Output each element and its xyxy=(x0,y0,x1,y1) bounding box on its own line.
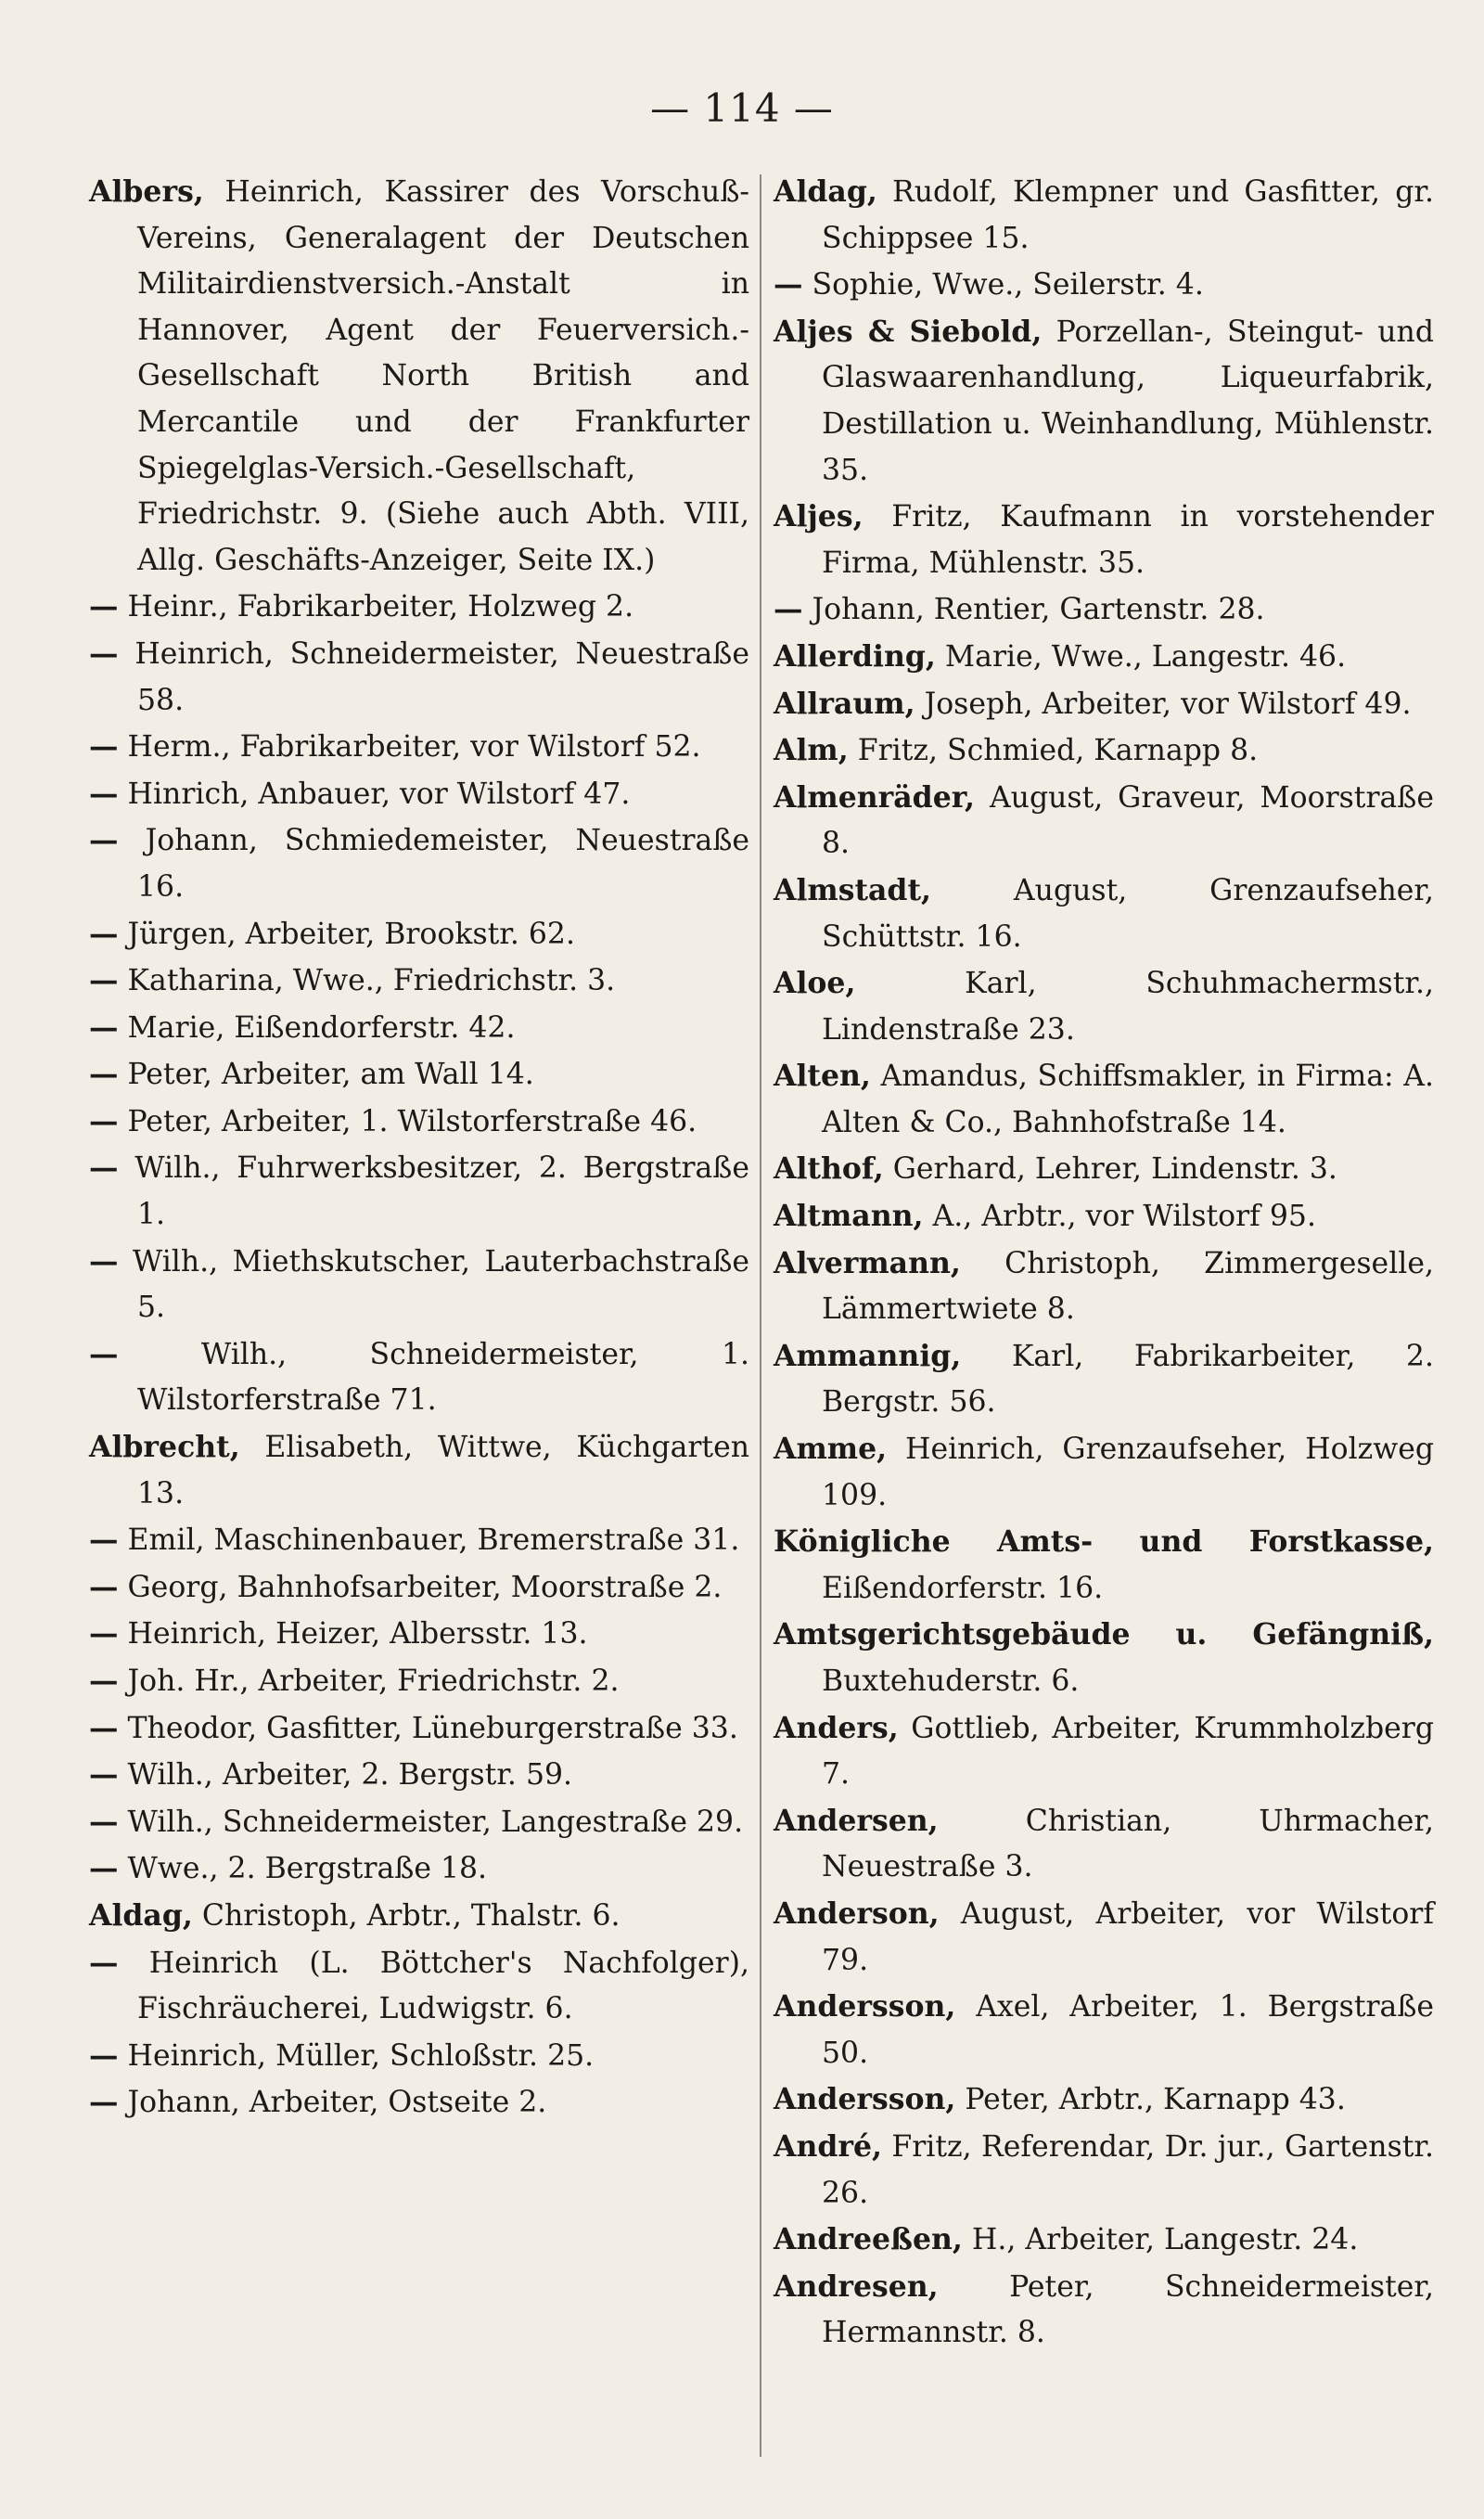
directory-entry xyxy=(774,2264,1434,2357)
entry-details: Heinrich (L. Böttcher's Nachfolger), Fischräucherei, Ludwigstr. 6. xyxy=(137,1946,749,2026)
entry-details: Christoph, Arbtr., Thalstr. 6. xyxy=(201,1898,620,1933)
entry-name: — xyxy=(89,1336,119,1371)
directory-entry xyxy=(774,1333,1434,1426)
column-divider xyxy=(760,174,761,2457)
entry-name: — xyxy=(89,1616,119,1651)
directory-entry xyxy=(774,494,1434,586)
directory-entry xyxy=(89,1799,749,1846)
directory-entry xyxy=(89,169,749,584)
directory-entry xyxy=(774,2076,1434,2124)
entry-details: Joh. Hr., Arbeiter, Friedrichstr. 2. xyxy=(127,1664,620,1698)
directory-entry xyxy=(89,724,749,771)
entry-name: Amme, xyxy=(774,1432,888,1467)
entry-details: Eißendorferstr. 16. xyxy=(822,1571,1104,1605)
entry-name: Allraum, xyxy=(774,686,915,721)
directory-entry xyxy=(89,2033,749,2080)
directory-entry xyxy=(89,1893,749,1940)
entry-details: Peter, Arbtr., Karnapp 43. xyxy=(965,2083,1346,2117)
directory-entry xyxy=(774,586,1434,634)
entry-name: Albrecht, xyxy=(89,1430,240,1465)
directory-entry xyxy=(89,1845,749,1893)
directory-entry xyxy=(774,960,1434,1053)
entry-details: Rudolf, Klempner und Gasfitter, gr. Schippsee 15. xyxy=(822,175,1434,255)
entry-details: Wilh., Schneidermeister, 1. Wilstorferstraße 71. xyxy=(137,1337,749,1418)
entry-name: — xyxy=(89,916,119,951)
entry-details: Karl, Schuhmachermstr., Lindenstraße 23. xyxy=(822,967,1435,1047)
entry-details: Peter, Arbeiter, am Wall 14. xyxy=(127,1058,534,1092)
directory-entry xyxy=(89,957,749,1005)
directory-entry xyxy=(774,727,1434,775)
directory-entry xyxy=(89,584,749,631)
entry-details: Wilh., Arbeiter, 2. Bergstr. 59. xyxy=(127,1758,573,1793)
entry-details: Heinrich, Kassirer des Vorschuß-Vereins, Generalagent der Deutschen Militairdienstversich.-Anstalt in Hannover, Agent der Feuerversich.-Gesellschaft North British and Mercantile und der Frankfurter Spiegelglas-Versich.-Gesellschaft, Friedrichstr. 9. (Siehe auch Abth. VIII, Allg. Geschäfts-Anzeiger, Seite IX.) xyxy=(137,175,750,577)
directory-entry xyxy=(774,1519,1434,1612)
entry-name: — xyxy=(89,823,119,858)
entry-details: Heinr., Fabrikarbeiter, Holzweg 2. xyxy=(127,590,634,624)
entry-details: Heinrich, Schneidermeister, Neuestraße 58. xyxy=(134,636,749,717)
entry-details: Heinrich, Grenzaufseher, Holzweg 109. xyxy=(822,1433,1435,1512)
entry-name: — xyxy=(89,1851,119,1886)
directory-entry xyxy=(774,1240,1434,1333)
entry-details: A., Arbtr., vor Wilstorf 95. xyxy=(932,1200,1316,1234)
entry-name: Ammannig, xyxy=(774,1338,962,1373)
directory-entry xyxy=(89,1564,749,1612)
entry-name: — xyxy=(89,589,119,624)
entry-name: Königliche Amts- und Forstkasse, xyxy=(774,1524,1434,1560)
directory-entry xyxy=(774,1705,1434,1798)
directory-entry xyxy=(89,1099,749,1146)
directory-entry xyxy=(89,1752,749,1799)
entry-name: Almstadt, xyxy=(774,872,931,907)
entry-details: Johann, Schmiedemeister, Neuestraße 16. xyxy=(137,824,750,904)
entry-name: Alten, xyxy=(774,1059,871,1094)
directory-entry xyxy=(774,1798,1434,1891)
entry-name: Anders, xyxy=(774,1710,899,1745)
entry-details: Gerhard, Lehrer, Lindenstr. 3. xyxy=(892,1152,1337,1187)
entry-details: Peter, Schneidermeister, Hermannstr. 8. xyxy=(822,2269,1434,2350)
entry-details: Amandus, Schiffsmakler, in Firma: A. Alten & Co., Bahnhofstraße 14. xyxy=(822,1060,1435,1139)
directory-entry xyxy=(774,1891,1434,1984)
directory-entry xyxy=(774,634,1434,681)
entry-name: — xyxy=(774,592,803,627)
entry-details: Wilh., Schneidermeister, Langestraße 29. xyxy=(127,1805,744,1839)
entry-details: August, Arbeiter, vor Wilstorf 79. xyxy=(822,1896,1434,1977)
entry-details: Wilh., Fuhrwerksbesitzer, 2. Bergstraße 1. xyxy=(134,1151,749,1232)
entry-name: — xyxy=(89,1664,119,1698)
entry-name: Aldag, xyxy=(89,1897,193,1933)
entry-name: — xyxy=(89,776,119,811)
entry-details: Heinrich, Heizer, Albersstr. 13. xyxy=(127,1617,588,1651)
entry-details: Hinrich, Anbauer, vor Wilstorf 47. xyxy=(127,777,631,811)
entry-details: Gottlieb, Arbeiter, Krummholzberg 7. xyxy=(822,1711,1435,1792)
entry-name: Almenräder, xyxy=(774,779,976,815)
entry-name: Andersen, xyxy=(774,1803,939,1838)
entry-name: André, xyxy=(774,2128,882,2164)
entry-details: Emil, Maschinenbauer, Bremerstraße 31. xyxy=(127,1523,740,1558)
entry-name: Alm, xyxy=(774,733,849,768)
entry-details: Buxtehuderstr. 6. xyxy=(822,1664,1080,1698)
entry-name: — xyxy=(89,1243,119,1279)
entry-details: H., Arbeiter, Langestr. 24. xyxy=(971,2223,1359,2257)
entry-name: Aloe, xyxy=(774,966,856,1001)
entry-details: Theodor, Gasfitter, Lüneburgerstraße 33. xyxy=(127,1711,738,1745)
entry-name: Albers, xyxy=(89,174,204,209)
entry-details: Marie, Wwe., Langestr. 46. xyxy=(944,639,1347,674)
directory-entry xyxy=(774,1193,1434,1240)
entry-details: Fritz, Schmied, Karnapp 8. xyxy=(857,734,1259,768)
directory-entry xyxy=(89,1705,749,1753)
entry-name: Andersson, xyxy=(774,1989,956,2024)
entry-name: — xyxy=(89,729,119,765)
entry-name: — xyxy=(89,963,119,998)
directory-entry xyxy=(774,309,1434,494)
entry-details: Christoph, Zimmergeselle, Lämmertwiete 8. xyxy=(822,1246,1435,1327)
entry-name: — xyxy=(89,1710,119,1745)
directory-entry xyxy=(89,1517,749,1564)
directory-entry xyxy=(774,868,1434,960)
entry-details: August, Graveur, Moorstraße 8. xyxy=(822,780,1434,861)
entry-details: Georg, Bahnhofsarbeiter, Moorstraße 2. xyxy=(127,1570,723,1604)
page-number: — 114 — xyxy=(650,85,834,131)
entry-name: Andreeßen, xyxy=(774,2222,963,2257)
entry-name: — xyxy=(89,1804,119,1839)
directory-entry xyxy=(89,2079,749,2127)
entry-name: Allerding, xyxy=(774,638,936,674)
entry-details: Karl, Fabrikarbeiter, 2. Bergstr. 56. xyxy=(822,1339,1434,1420)
directory-entry xyxy=(89,817,749,910)
directory-entry xyxy=(774,262,1434,309)
entry-details: Elisabeth, Wittwe, Küchgarten 13. xyxy=(137,1431,750,1510)
entry-details: Joseph, Arbeiter, vor Wilstorf 49. xyxy=(924,687,1412,721)
directory-entry xyxy=(89,1145,749,1238)
entry-name: — xyxy=(89,636,119,671)
entry-name: — xyxy=(89,1945,119,1980)
directory-entry xyxy=(89,1051,749,1099)
directory-entry xyxy=(774,2124,1434,2217)
entry-name: Anderson, xyxy=(774,1896,940,1931)
entry-name: Althof, xyxy=(774,1151,884,1187)
entry-name: — xyxy=(89,1569,119,1604)
entry-name: Altmann, xyxy=(774,1199,924,1234)
entry-name: Aldag, xyxy=(774,174,877,209)
entry-details: Herm., Fabrikarbeiter, vor Wilstorf 52. xyxy=(127,730,701,765)
entry-details: Johann, Rentier, Gartenstr. 28. xyxy=(812,593,1265,627)
entry-details: Marie, Eißendorferstr. 42. xyxy=(127,1010,516,1045)
directory-entry xyxy=(89,1005,749,1052)
entry-name: Alvermann, xyxy=(774,1245,961,1280)
entry-details: Wilh., Miethskutscher, Lauterbachstraße 5. xyxy=(132,1244,749,1325)
entry-name: — xyxy=(89,1757,119,1793)
entry-name: — xyxy=(89,2037,119,2073)
directory-entry xyxy=(774,1984,1434,2076)
directory-entry xyxy=(774,1053,1434,1146)
directory-entry xyxy=(89,1424,749,1517)
directory-entry xyxy=(89,771,749,818)
entry-details: Wwe., 2. Bergstraße 18. xyxy=(127,1852,488,1886)
directory-entry xyxy=(774,1426,1434,1519)
directory-entry xyxy=(89,911,749,958)
entry-name: Andersson, xyxy=(774,2082,956,2117)
left-column xyxy=(89,169,749,2127)
entry-name: Aljes & Siebold, xyxy=(774,314,1043,349)
right-column xyxy=(774,169,1434,2357)
directory-entry xyxy=(774,2217,1434,2264)
directory-entry xyxy=(89,1658,749,1705)
entry-details: Jürgen, Arbeiter, Brookstr. 62. xyxy=(127,917,575,951)
entry-details: Christian, Uhrmacher, Neuestraße 3. xyxy=(822,1804,1434,1884)
directory-entry xyxy=(89,1611,749,1658)
entry-name: — xyxy=(89,1523,119,1558)
directory-entry xyxy=(774,1612,1434,1704)
entry-name: — xyxy=(89,1103,119,1138)
entry-name: — xyxy=(774,267,803,302)
entry-details: Heinrich, Müller, Schloßstr. 25. xyxy=(127,2038,595,2073)
entry-details: Porzellan-, Steingut- und Glaswaarenhandlung, Liqueurfabrik, Destillation u. Weinhandlung, Mühlenstr. 35. xyxy=(822,315,1435,487)
entry-details: Fritz, Referendar, Dr. jur., Gartenstr. 26. xyxy=(822,2129,1435,2210)
entry-name: — xyxy=(89,1009,119,1045)
entry-name: — xyxy=(89,1150,119,1186)
entry-name: — xyxy=(89,1057,119,1092)
entry-name: Amtsgerichtsgebäude u. Gefängniß, xyxy=(774,1617,1434,1652)
entry-details: Axel, Arbeiter, 1. Bergstraße 50. xyxy=(822,1990,1435,2070)
entry-details: August, Grenzaufseher, Schüttstr. 16. xyxy=(822,873,1434,954)
directory-entry xyxy=(89,1331,749,1424)
entry-details: Katharina, Wwe., Friedrichstr. 3. xyxy=(127,964,616,998)
directory-entry xyxy=(89,1239,749,1331)
entry-name: — xyxy=(89,2085,119,2120)
directory-entry xyxy=(89,1940,749,2033)
directory-entry xyxy=(774,775,1434,868)
directory-entry xyxy=(774,1146,1434,1193)
entry-name: Aljes, xyxy=(774,499,864,534)
entry-details: Johann, Arbeiter, Ostseite 2. xyxy=(127,2086,547,2120)
directory-entry xyxy=(774,169,1434,262)
entry-details: Peter, Arbeiter, 1. Wilstorferstraße 46. xyxy=(127,1104,697,1138)
directory-entry xyxy=(774,681,1434,728)
entry-details: Sophie, Wwe., Seilerstr. 4. xyxy=(812,268,1204,302)
directory-entry xyxy=(89,631,749,724)
entry-details: Fritz, Kaufmann in vorstehender Firma, Mühlenstr. 35. xyxy=(822,500,1434,580)
entry-name: Andresen, xyxy=(774,2268,939,2304)
